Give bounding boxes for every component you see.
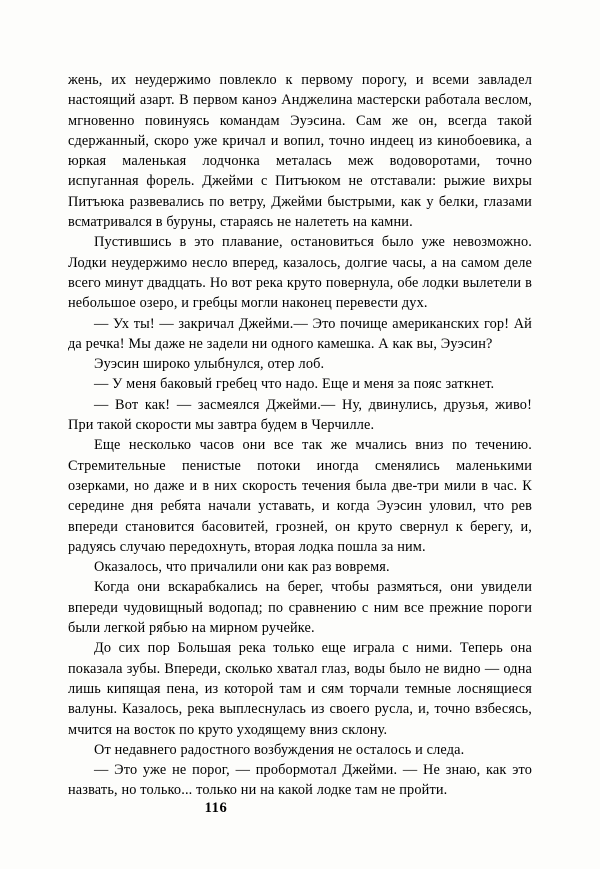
paragraph: Пустившись в это плавание, остановиться было уже невозможно. Лодки неудержимо несло вперед, казалось, долгие часы, а на самом деле всего минут двадцать. Но вот река круто повернула, обе лодки вылетели в небольшое озеро, и гребцы могли наконец перевести дух. [68,234,532,312]
paragraph: — Вот как! — засмеялся Джейми.— Ну, двинулись, друзья, живо! При такой скорости мы завтра будем в Черчилле. [68,396,532,434]
paragraph: До сих пор Большая река только еще играла с ними. Теперь она показала зубы. Впереди, сколько хватал глаз, воды было не видно — одна лишь кипящая пена, из которой там и сям торчали темные лоснящиеся валуны. Казалось, река выплеснулась из своего русла, и, точно взбесясь, мчится на восток по круто уходящему вниз склону. [68,640,532,738]
paragraph: Когда они вскарабкались на берег, чтобы размяться, они увидели впереди чудовищный водопад; по сравнению с ним все прежние пороги были легкой рябью на мирном ручейке. [68,579,532,637]
paragraph: Эуэсин широко улыбнулся, отер лоб. [94,356,325,373]
page-number [0,800,600,817]
paragraph: — Это уже не порог, — пробормотал Джейми. — Не знаю, как это назвать, но только... только ни на какой лодке там не пройти. [68,762,532,799]
paragraph: Оказалось, что причалили они как раз вовремя. [94,559,390,576]
paragraph: жень, их неудержимо повлекло к первому порогу, и всеми завладел настоящий азарт. В первом каноэ Анджелина мастерски работала веслом, мгновенно повинуясь командам Эуэсина. Сам же он, всегда такой сдержанный, скоро уже кричал и вопил, точно индеец из кинобоевика, а юркая маленькая лодчонка металась меж водоворотами, точно испуганная форель. Джейми с Питъюком не отставали: рыжие вихры Питъюка развевались по ветру, Джейми быстрыми, как у белки, глазами всматривался в буруны, стараясь не налететь на камни. [68,72,532,231]
page-body-text [68,70,532,801]
page-number-value: 116 [204,800,228,816]
paragraph: — Ух ты! — закричал Джейми.— Это почище американских гор! Ай да речка! Мы даже не задели ни одного камешка. А как вы, Эуэсин? [68,315,532,352]
paragraph: — У меня баковый гребец что надо. Еще и меня за пояс заткнет. [94,376,495,393]
paragraph: Еще несколько часов они все так же мчались вниз по течению. Стремительные пенистые потоки иногда сменялись маленькими озерками, но даже и в них скорость течения была две-три мили в час. К середине дня ребята начали уставать, и когда Эуэсин уловил, что рев впереди становится басовитей, грозней, он круто свернул к берегу, и, радуясь случаю передохнуть, вторая лодка пошла за ним. [68,437,532,555]
paragraph: От недавнего радостного возбуждения не осталось и следа. [94,741,465,758]
